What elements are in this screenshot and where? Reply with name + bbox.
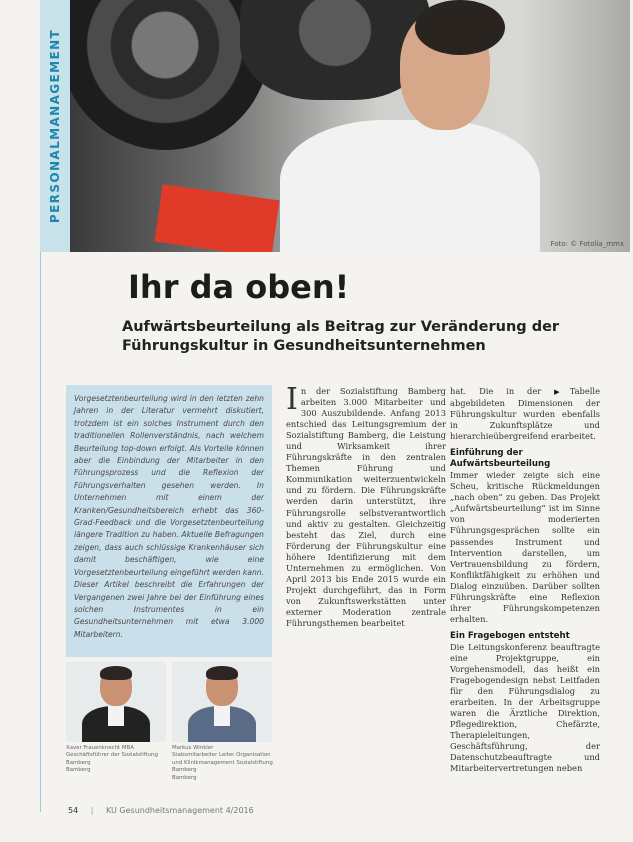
- page-footer: [68, 806, 254, 815]
- page-number: 54: [68, 806, 79, 815]
- avatar-collar: [214, 706, 230, 726]
- avatar-collar: [108, 706, 124, 726]
- section-heading-1: Einführung der Aufwärtsbeurteilung: [450, 448, 551, 470]
- arrow-icon: ▶: [554, 388, 570, 396]
- text-column-2: [286, 382, 446, 629]
- left-rule: [40, 252, 41, 812]
- person-shirt: [280, 120, 540, 252]
- continued-text-after: Tabelle abgebildeten Dimensionen der Führungskultur wurden ebenfalls in Zukunftsplätze und hierarchieübergreifend erarbeitet.: [450, 386, 600, 442]
- continued-text-before: hat. Die in der: [450, 386, 555, 396]
- avatar-hair: [100, 666, 132, 680]
- author-photo: [66, 662, 166, 742]
- author-caption: Markus Winkler Stabsmitarbeiter Leiter Organisation und Klinikmanagement Sozialstiftung Bamberg Bamberg: [172, 745, 273, 781]
- footer-separator: |: [90, 806, 94, 815]
- journal-name: KU Gesundheitsmanagement 4/2016: [105, 806, 254, 815]
- paragraph-2: Die Leitungskonferenz beauftragte eine Projektgruppe, ein Vorgehensmodell, das heißt ein Fragebogendesign nebst Leitfaden für den Führungsdialog zu erarbeiten. In der Arbeitsgruppe waren die Ärztliche Direktion, Pflegedirektion, Chefärzte, Therapieleitungen, Geschäftsführung, der Datenschutzbeauftragte und Mitarbeitervertretungen neben: [450, 641, 600, 774]
- author-card: [172, 662, 272, 782]
- continued-paragraph: [450, 386, 600, 442]
- intro-paragraph-text: n der Sozialstiftung Bamberg arbeiten 3.000 Mitarbeiter und 300 Auszubildende. Anfang 2013 entschied das Leitungsgremium der Sozialstiftung Bamberg, die Leistung und Wirksamkeit ihrer Führungskräfte in den zentralen Themen Führung und Kommunikation weiterzuentwickeln und zu fördern. Die Führungskräfte werden darin unterstützt, ihre Führungsrolle selbstverantwortlich und aktiv zu gestalten. Gleichzeitig besteht das Ziel, durch eine Förderung der Führungskultur eine höhere Identifizierung mit dem Unternehmen zu ermöglichen. Von April 2013 bis Ende 2015 wurde ein Projekt durchgeführt, das in Form von Zukunftswerkstätten unter externer Moderation zentrale Führungsthemen bearbeitet: [286, 386, 446, 628]
- author-photo: [172, 662, 272, 742]
- section-label: [40, 0, 70, 252]
- text-column-3: [450, 386, 600, 774]
- drop-cap: I: [286, 382, 298, 417]
- section-label-text: PERSONALMANAGEMENT: [48, 28, 63, 224]
- article-title: Ihr da oben!: [128, 268, 350, 306]
- author-card: [66, 662, 166, 782]
- avatar-hair: [206, 666, 238, 680]
- authors: [66, 662, 272, 782]
- hero-photo: [70, 0, 630, 252]
- red-clipboard: [155, 184, 280, 252]
- photo-credit: Foto: © Fotolia_mmx: [550, 240, 624, 248]
- section-heading-2: Ein Fragebogen entsteht: [450, 630, 570, 641]
- abstract-box: [66, 385, 272, 657]
- abstract-text: Vorgesetztenbeurteilung wird in den letzten zehn Jahren in der Literatur vermehrt diskutiert, trotzdem ist ein solches Instrument durch den traditionellen Rollenverständnis, nach welchem Beurteilung top-down erfolgt. Als Vorteile können aber die Einbindung der Mitarbeiter in den Führungsprozess und die Reflexion der Führungsverhalten gesehen werden. In Unternehmen mit einem der Kranken/Gesundheitsbereich erhebt das 360-Grad-Feedback und die Vorgesetztenbeurteilung längere Tradition zu haben. Aktuelle Befragungen zeigen, dass auch schlüssige Krankenhäuser sich damit beschäftigen, wie eine Vorgesetztenbeurteilung eingeführt werden kann. Dieser Artikel beschreibt die Erfahrungen der Vergangenen zwei Jahre bei der Einführung eines solchen Instrumentes in ein Gesundheitsunternehmen mit etwa 3.000 Mitarbeitern.: [74, 394, 264, 639]
- paragraph-1: Immer wieder zeigte sich eine Scheu, kritische Rückmeldungen „nach oben“ zu geben. Das Projekt „Aufwärtsbeurteilung“ ist im Sinne von moderierten Führungsgesprächen sollte ein passendes Instrument und Intervention darstellen, um Vertrauensbildung zu fördern, Konfliktfähigkeit zu erhöhen und Dialog einzuüben. Darüber sollten Führungskräfte eine Reflexion ihrer Führungskompetenzen erhalten.: [450, 470, 600, 624]
- person-hair: [415, 0, 505, 55]
- intro-paragraph: [286, 382, 446, 629]
- article-subtitle: Aufwärtsbeurteilung als Beitrag zur Veränderung der Führungskultur in Gesundheitsunternehmen: [122, 319, 560, 354]
- author-caption: Xaver Frauenknecht MBA Geschäftsführer der Sozialstiftung Bamberg Bamberg: [66, 745, 158, 774]
